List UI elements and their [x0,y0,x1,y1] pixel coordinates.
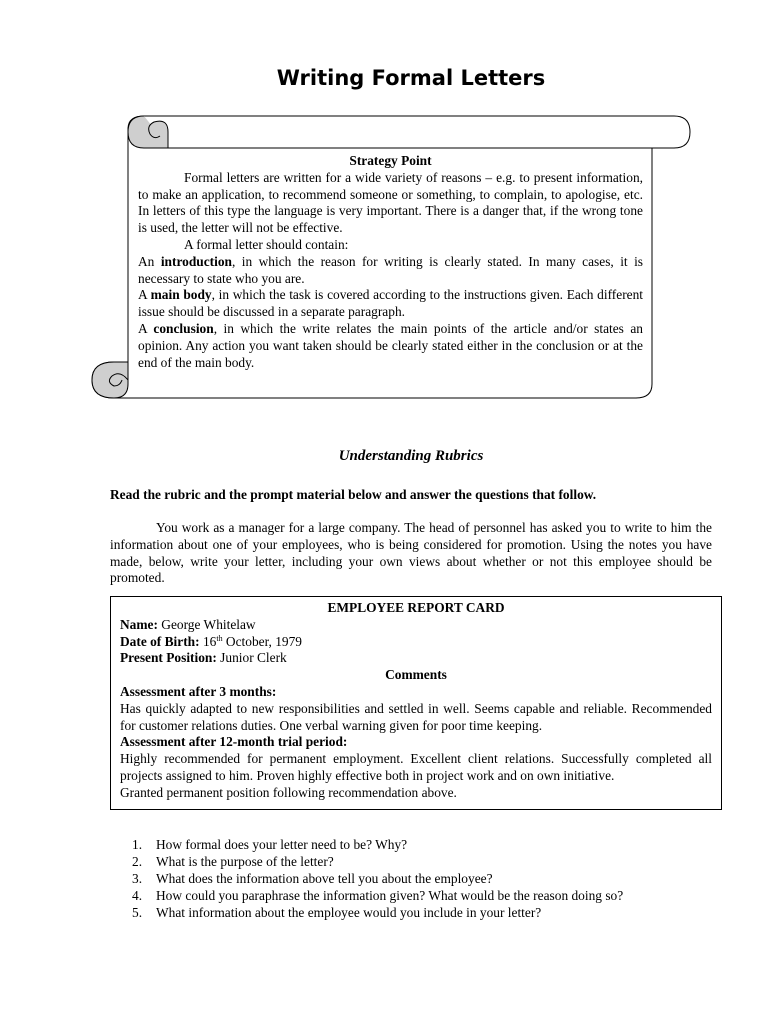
list-item: 5. What information about the employee would you include in your letter? [132,905,542,920]
dob-line: Date of Birth: 16th October, 1979 [120,633,302,649]
strategy-heading: Strategy Point [349,153,432,168]
question-list [132,836,623,921]
strategy-contain-line: A formal letter should contain: [184,236,349,252]
list-item: 3. What does the information above tell you about the employee? [132,871,493,886]
comments-heading: Comments [385,667,447,683]
list-item: 1. How formal does your letter need to be? Why? [132,837,408,852]
list-item: 4. How could you paraphrase the information given? What would be the reason doing so? [132,888,624,903]
name-line: Name: George Whitelaw [120,616,256,632]
assessment-2-text: Highly recommended for permanent employment. Excellent client relations. Successfully completed all projects assigned to him. Proven highly effective both in project work and on own initiative. [120,751,712,783]
assessment-1-text: Has quickly adapted to new responsibilities and settled in well. Seems capable and reliable. Recommended for customer relations duties. One verbal warning given for poor time keeping. [120,700,712,733]
introduction-item: An introduction, in which the reason for writing is clearly stated. In many cases, it is necessary to state who you are. [138,253,643,286]
assessment-2-label: Assessment after 12-month trial period: [120,734,348,750]
assessment-1-label: Assessment after 3 months: [120,683,277,699]
rubrics-title: Understanding Rubrics [338,448,484,464]
main-body-item: A main body, in which the task is covered according to the instructions given. Each different issue should be discussed in a separate paragraph. [138,287,644,320]
employee-report-card [110,596,722,810]
prompt-paragraph: You work as a manager for a large company. The head of personnel has asked you to write to him the information about one of your employees, who is being considered for promotion. Using the notes you have made, below, write your letter, including your own views about whether or not this employee should be promoted. [110,520,712,586]
position-line: Present Position: Junior Clerk [120,650,287,666]
report-heading: EMPLOYEE REPORT CARD [327,600,505,615]
instruction-text: Read the rubric and the prompt material below and answer the questions that follow. [110,487,597,502]
conclusion-item: A conclusion, in which the write relates the main points of the article and/or states an opinion. Any action you want taken should be clearly stated either in the conclusion or at the end of the main body. [138,320,643,370]
list-item: 2. What is the purpose of the letter? [132,854,334,869]
page-title: Writing Formal Letters [276,66,546,90]
strategy-point-box [138,153,643,371]
strategy-paragraph: Formal letters are written for a wide variety of reasons – e.g. to present information, to make an application, to recommend someone or something, to complain, to apologise, etc. In letters of this type the language is very important. There is a danger that, if the wrong tone is used, the letter will not be effective. [138,169,643,236]
final-note: Granted permanent position following recommendation above. [120,784,457,800]
